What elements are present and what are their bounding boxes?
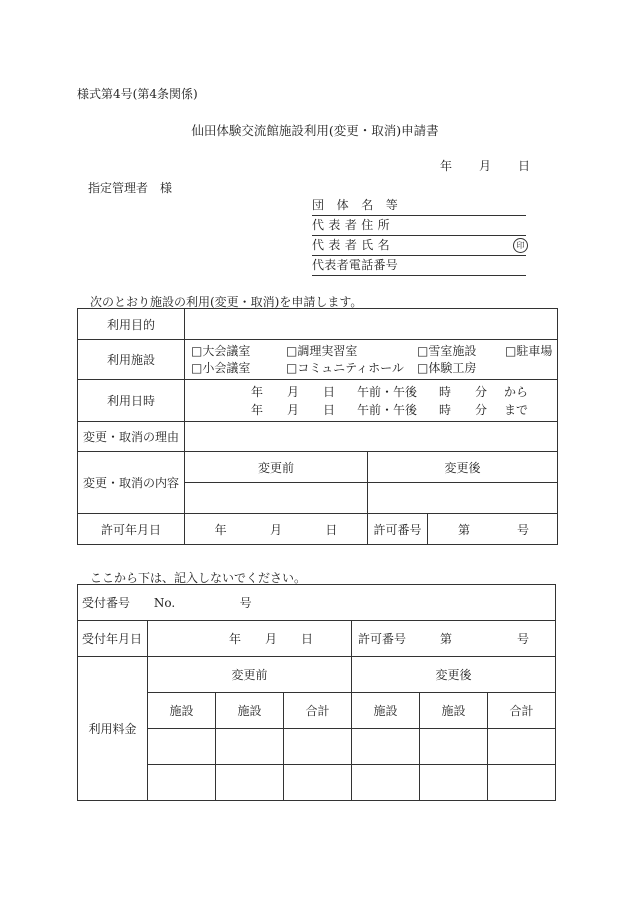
datetime-minute: 分 — [475, 384, 488, 399]
fee-after-label: 変更後 — [352, 657, 556, 693]
facility-checkbox[interactable]: □大会議室 — [191, 343, 251, 358]
seal-mark: 印 — [513, 238, 528, 253]
content-label: 変更・取消の内容 — [78, 452, 185, 514]
datetime-month: 月 — [287, 402, 300, 417]
fee-cell[interactable] — [488, 765, 556, 801]
address-label: 代 表 者 住 所 — [312, 218, 390, 232]
addressee: 指定管理者 様 — [88, 181, 173, 195]
permit-number-suffix: 号 — [517, 522, 530, 537]
purpose-field[interactable] — [185, 309, 558, 340]
receipt-day: 日 — [300, 632, 313, 646]
office-use-table — [77, 584, 556, 801]
fee-cell[interactable] — [352, 765, 420, 801]
application-table — [77, 308, 558, 545]
fee-column-header: 合計 — [284, 693, 352, 729]
representative-name-field[interactable] — [312, 236, 526, 256]
permit-number-field[interactable] — [428, 514, 558, 545]
datetime-year: 年 — [251, 402, 264, 417]
date-year-label: 年 — [440, 159, 453, 173]
datetime-ampm: 午前・午後 — [357, 402, 418, 417]
purpose-label: 利用目的 — [78, 309, 185, 340]
datetime-hour: 時 — [439, 384, 452, 399]
datetime-day: 日 — [323, 402, 336, 417]
after-label: 変更後 — [368, 452, 558, 483]
datetime-field[interactable] — [185, 380, 558, 422]
fee-column-header: 施設 — [420, 693, 488, 729]
fee-cell[interactable] — [216, 765, 284, 801]
fee-column-header: 施設 — [352, 693, 420, 729]
datetime-year: 年 — [251, 384, 264, 399]
datetime-day: 日 — [323, 384, 336, 399]
phone-label: 代表者電話番号 — [312, 258, 399, 272]
fee-cell[interactable] — [284, 765, 352, 801]
applicant-block — [312, 196, 526, 276]
datetime-to-row — [185, 401, 557, 419]
receipt-date-label: 受付年月日 — [78, 621, 148, 657]
group-name-label: 団 体 名 等 — [312, 198, 399, 212]
office-permit-number-suffix: 号 — [517, 632, 530, 646]
representative-name-label: 代 表 者 氏 名 — [312, 238, 390, 252]
group-name-field[interactable] — [312, 196, 526, 216]
after-content-field[interactable] — [368, 483, 558, 514]
before-label: 変更前 — [185, 452, 368, 483]
facility-options — [185, 340, 558, 380]
datetime-label: 利用日時 — [78, 380, 185, 422]
before-content-field[interactable] — [185, 483, 368, 514]
facility-checkbox[interactable]: □駐車場 — [505, 343, 553, 358]
permit-month: 月 — [269, 522, 282, 537]
receipt-number-row — [78, 585, 556, 621]
datetime-ampm: 午前・午後 — [357, 384, 418, 399]
receipt-number-suffix: 号 — [239, 596, 252, 610]
fee-before-label: 変更前 — [148, 657, 352, 693]
application-date — [440, 157, 530, 174]
permit-number-prefix: 第 — [458, 522, 471, 537]
fee-cell[interactable] — [284, 729, 352, 765]
fee-label: 利用料金 — [78, 657, 148, 801]
facility-checkbox[interactable]: □小会議室 — [191, 360, 251, 375]
receipt-number-label: 受付番号 — [82, 596, 131, 610]
office-permit-number-label: 許可番号 — [358, 632, 407, 646]
office-use-note: ここから下は、記入しないでください。 — [90, 571, 307, 585]
permit-day: 日 — [325, 522, 338, 537]
datetime-from: から — [504, 384, 529, 399]
facility-checkbox[interactable]: □雪室施設 — [417, 343, 477, 358]
reason-field[interactable] — [185, 422, 558, 452]
office-permit-number-field[interactable] — [352, 621, 556, 657]
fee-cell[interactable] — [488, 729, 556, 765]
fee-cell[interactable] — [216, 729, 284, 765]
datetime-minute: 分 — [475, 402, 488, 417]
page-title: 仙田体験交流館施設利用(変更・取消)申請書 — [191, 123, 439, 138]
phone-field[interactable] — [312, 256, 526, 276]
datetime-month: 月 — [287, 384, 300, 399]
address-field[interactable] — [312, 216, 526, 236]
permit-year: 年 — [214, 522, 227, 537]
fee-cell[interactable] — [352, 729, 420, 765]
facility-checkbox[interactable]: □体験工房 — [417, 360, 477, 375]
receipt-month: 月 — [264, 632, 277, 646]
facility-checkbox[interactable]: □調理実習室 — [286, 343, 358, 358]
fee-column-header: 施設 — [148, 693, 216, 729]
date-day-label: 日 — [517, 159, 530, 173]
datetime-from-row — [185, 383, 557, 401]
receipt-year: 年 — [228, 632, 241, 646]
fee-cell[interactable] — [148, 765, 216, 801]
fee-column-header: 施設 — [216, 693, 284, 729]
datetime-to: まで — [504, 402, 529, 417]
facility-label: 利用施設 — [78, 340, 185, 380]
office-permit-number-prefix: 第 — [440, 632, 453, 646]
receipt-number-no: No. — [153, 596, 176, 610]
datetime-hour: 時 — [439, 402, 452, 417]
date-month-label: 月 — [478, 159, 491, 173]
receipt-date-field[interactable] — [148, 621, 352, 657]
fee-cell[interactable] — [420, 765, 488, 801]
fee-column-header: 合計 — [488, 693, 556, 729]
permit-number-label: 許可番号 — [368, 514, 428, 545]
intro-text: 次のとおり施設の利用(変更・取消)を申請します。 — [90, 295, 363, 309]
form-number: 様式第4号(第4条関係) — [77, 87, 198, 101]
fee-cell[interactable] — [148, 729, 216, 765]
facility-checkbox[interactable]: □コミュニティホール — [286, 360, 404, 375]
reason-label: 変更・取消の理由 — [78, 422, 185, 452]
permit-date-field[interactable] — [185, 514, 368, 545]
fee-cell[interactable] — [420, 729, 488, 765]
permit-date-label: 許可年月日 — [78, 514, 185, 545]
